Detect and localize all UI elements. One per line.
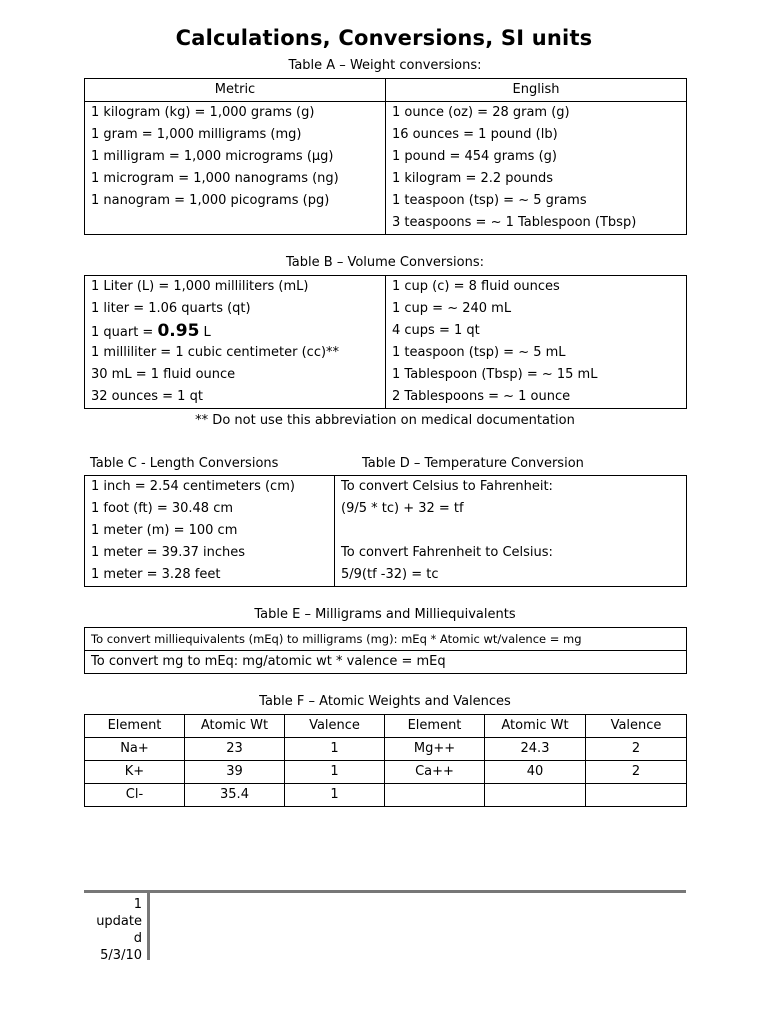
table-f-header: Valence [285,715,385,738]
table-d-row: 5/9(tf -32) = tc [341,567,439,582]
table-a-metric-cell [85,102,386,235]
table-b-right-row: 1 teaspoon (tsp) = ~ 5 mL [392,345,566,360]
table-f-cell: 1 [285,761,385,784]
footer-text [84,896,142,964]
table-e-caption: Table E – Milligrams and Milliequivalents [254,607,516,622]
table-row [85,738,687,761]
quart-label: 1 quart = [91,325,158,340]
table-a-english-row: 1 pound = 454 grams (g) [392,149,557,164]
table-f-cell: 2 [586,738,687,761]
table-f-header: Atomic Wt [185,715,285,738]
table-f-cell: Cl- [85,784,185,807]
table-d-row: To convert Celsius to Fahrenheit: [341,479,553,494]
table-f-header: Element [385,715,485,738]
table-f-cell: 40 [485,761,586,784]
quart-unit: L [199,325,211,340]
table-row [85,761,687,784]
table-row [85,784,687,807]
table-cd [84,475,687,587]
table-b-right-row: 2 Tablespoons = ~ 1 ounce [392,389,571,404]
table-f-cell: 35.4 [185,784,285,807]
table-f [84,714,687,807]
table-d-caption: Table D – Temperature Conversion [362,456,584,471]
table-b-right-row: 4 cups = 1 qt [392,323,480,338]
table-d-row-blank [341,520,680,542]
table-c-cell [85,476,335,587]
table-c-row: 1 inch = 2.54 centimeters (cm) [91,479,295,494]
table-f-cell: 24.3 [485,738,586,761]
table-f-cell: Mg++ [385,738,485,761]
table-a-header-english: English [386,79,687,102]
table-f-cell: K+ [85,761,185,784]
table-f-cell: 1 [285,784,385,807]
footer-vertical-divider [147,892,150,960]
table-f-cell: 39 [185,761,285,784]
table-f-cell [586,784,687,807]
table-b-left-row: 1 milliliter = 1 cubic centimeter (cc)** [91,345,340,360]
footer-date: 5/3/10 [100,948,142,963]
table-a-english-row: 1 ounce (oz) = 28 gram (g) [392,105,570,120]
table-b [84,275,687,409]
table-a-metric-row: 1 milligram = 1,000 micrograms (µg) [91,149,334,164]
footer-updated-suffix: d [133,931,142,946]
table-d-row: (9/5 * tc) + 32 = tf [341,501,464,516]
table-d-cell [335,476,687,587]
table-a-english-row: 3 teaspoons = ~ 1 Tablespoon (Tbsp) [392,215,637,230]
footer-updated: update [96,914,142,929]
quart-value: 0.95 [157,321,200,341]
table-d-row: To convert Fahrenheit to Celsius: [341,545,553,560]
table-e [84,627,687,674]
table-f-header: Valence [586,715,687,738]
table-f-cell: 23 [185,738,285,761]
table-a-caption: Table A – Weight conversions: [288,58,482,73]
abbreviation-note: ** Do not use this abbreviation on medical documentation [195,413,575,428]
table-c-row: 1 meter (m) = 100 cm [91,523,238,538]
footer-divider [84,890,686,893]
table-f-header: Element [85,715,185,738]
table-e-row-1: To convert milliequivalents (mEq) to milligrams (mg): mEq * Atomic wt/valence = mg [85,628,687,651]
table-a-english-row: 16 ounces = 1 pound (lb) [392,127,558,142]
table-f-cell: 1 [285,738,385,761]
table-a-english-cell [386,102,687,235]
table-f-caption: Table F – Atomic Weights and Valences [259,694,511,709]
table-f-header: Atomic Wt [485,715,586,738]
table-b-left-row: 1 Liter (L) = 1,000 milliliters (mL) [91,279,309,294]
table-b-left-row: 1 liter = 1.06 quarts (qt) [91,301,251,316]
table-a-english-row: 1 teaspoon (tsp) = ~ 5 grams [392,193,587,208]
table-b-caption: Table B – Volume Conversions: [286,255,484,270]
page-title: Calculations, Conversions, SI units [175,26,593,50]
table-a-metric-row: 1 microgram = 1,000 nanograms (ng) [91,171,339,186]
table-f-cell: 2 [586,761,687,784]
table-a-metric-row: 1 nanogram = 1,000 picograms (pg) [91,193,330,208]
table-b-right-row: 1 cup = ~ 240 mL [392,301,512,316]
table-a [84,78,687,235]
table-f-cell: Na+ [85,738,185,761]
table-b-left-row: 32 ounces = 1 qt [91,389,203,404]
table-b-quart-row [91,320,379,342]
table-f-cell [485,784,586,807]
page-number: 1 [133,897,142,912]
table-c-caption: Table C - Length Conversions [90,456,279,471]
table-a-english-row: 1 kilogram = 2.2 pounds [392,171,554,186]
table-b-left-cell [85,276,386,409]
table-a-header-metric: Metric [85,79,386,102]
table-b-right-cell [386,276,687,409]
table-f-cell: Ca++ [385,761,485,784]
table-f-cell [385,784,485,807]
table-a-metric-row: 1 gram = 1,000 milligrams (mg) [91,127,302,142]
table-c-row: 1 foot (ft) = 30.48 cm [91,501,234,516]
table-e-row-2: To convert mg to mEq: mg/atomic wt * valence = mEq [85,651,687,674]
table-a-metric-row: 1 kilogram (kg) = 1,000 grams (g) [91,105,315,120]
table-b-right-row: 1 Tablespoon (Tbsp) = ~ 15 mL [392,367,598,382]
table-c-row: 1 meter = 3.28 feet [91,567,221,582]
table-b-left-row: 30 mL = 1 fluid ounce [91,367,236,382]
table-b-right-row: 1 cup (c) = 8 fluid ounces [392,279,560,294]
table-c-row: 1 meter = 39.37 inches [91,545,246,560]
